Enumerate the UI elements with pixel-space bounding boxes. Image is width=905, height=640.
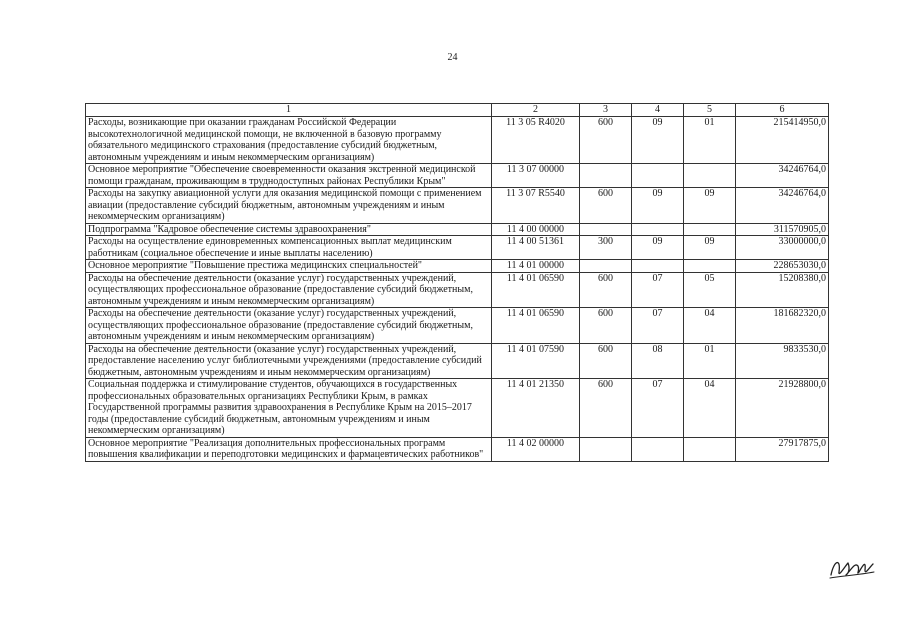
- row-description: Подпрограмма "Кадровое обеспечение системы здравоохранения": [86, 223, 492, 236]
- budget-table: [85, 103, 829, 462]
- row-description: Расходы, возникающие при оказании гражданам Российской Федерации высокотехнологичной медицинской помощи, не включенной в базовую программу обязательного медицинского страхования (предоставление субсидий бюджетным, автономным учреждениям и иным некоммерческим организациям): [86, 117, 492, 164]
- row-column-3: 600: [580, 343, 632, 379]
- table-row: [86, 437, 829, 461]
- row-code: 11 4 02 00000: [492, 437, 580, 461]
- column-header-3: 3: [580, 104, 632, 117]
- column-header-5: 5: [684, 104, 736, 117]
- row-code: 11 4 01 21350: [492, 379, 580, 438]
- row-column-3: 600: [580, 308, 632, 344]
- header-row: [86, 104, 829, 117]
- row-column-5: [684, 223, 736, 236]
- row-column-4: [632, 223, 684, 236]
- row-column-5: [684, 164, 736, 188]
- row-column-5: 01: [684, 117, 736, 164]
- row-column-3: [580, 223, 632, 236]
- page-number: 24: [447, 52, 458, 63]
- row-description: Основное мероприятие "Реализация дополнительных профессиональных программ повышения квалификации и переподготовки медицинских и фармацевтических работников": [86, 437, 492, 461]
- table-row: [86, 223, 829, 236]
- row-column-3: [580, 437, 632, 461]
- row-column-3: 600: [580, 117, 632, 164]
- table-row: [86, 236, 829, 260]
- row-amount: 27917875,0: [736, 437, 829, 461]
- handwritten-signature: [828, 548, 876, 580]
- table-body: [86, 117, 829, 462]
- table-row: [86, 188, 829, 224]
- row-code: 11 4 01 06590: [492, 308, 580, 344]
- row-amount: 34246764,0: [736, 188, 829, 224]
- row-code: 11 3 07 00000: [492, 164, 580, 188]
- row-column-5: 09: [684, 236, 736, 260]
- row-column-5: [684, 260, 736, 273]
- row-column-3: 300: [580, 236, 632, 260]
- row-description: Социальная поддержка и стимулирование студентов, обучающихся в государственных профессиональных образовательных организациях Республики Крым, в рамках Государственной программы развития здравоохранения в Республике Крым на 2015–2017 годы (предоставление субсидий бюджетным, автономным учреждениям и иным некоммерческим организациям): [86, 379, 492, 438]
- row-amount: 311570905,0: [736, 223, 829, 236]
- row-description: Основное мероприятие "Обеспечение своевременности оказания экстренной медицинской помощи гражданам, проживающим в труднодоступных районах Республики Крым": [86, 164, 492, 188]
- row-column-4: 07: [632, 272, 684, 308]
- table-row: [86, 343, 829, 379]
- row-description: Расходы на обеспечение деятельности (оказание услуг) государственных учреждений, предоставление населению услуг библиотечными учреждениями (предоставление субсидий бюджетным, автономным учреждениям и иным некоммерческим организациям): [86, 343, 492, 379]
- row-column-4: 09: [632, 188, 684, 224]
- row-amount: 215414950,0: [736, 117, 829, 164]
- row-code: 11 3 07 R5540: [492, 188, 580, 224]
- row-column-3: [580, 164, 632, 188]
- column-header-2: 2: [492, 104, 580, 117]
- row-column-5: 05: [684, 272, 736, 308]
- row-column-4: [632, 260, 684, 273]
- row-code: 11 3 05 R4020: [492, 117, 580, 164]
- row-description: Основное мероприятие "Повышение престижа медицинских специальностей": [86, 260, 492, 273]
- column-header-6: 6: [736, 104, 829, 117]
- row-amount: 21928800,0: [736, 379, 829, 438]
- row-amount: 181682320,0: [736, 308, 829, 344]
- table-row: [86, 308, 829, 344]
- row-column-3: [580, 260, 632, 273]
- row-column-3: 600: [580, 272, 632, 308]
- row-column-4: 07: [632, 308, 684, 344]
- row-code: 11 4 00 51361: [492, 236, 580, 260]
- row-code: 11 4 01 07590: [492, 343, 580, 379]
- row-code: 11 4 00 00000: [492, 223, 580, 236]
- row-amount: 9833530,0: [736, 343, 829, 379]
- row-column-5: 01: [684, 343, 736, 379]
- row-column-5: 04: [684, 379, 736, 438]
- row-amount: 15208380,0: [736, 272, 829, 308]
- row-code: 11 4 01 00000: [492, 260, 580, 273]
- row-description: Расходы на обеспечение деятельности (оказание услуг) государственных учреждений, осуществляющих профессиональное образование (предоставление субсидий бюджетным, автономным учреждениям и иным некоммерческим организациям): [86, 308, 492, 344]
- column-header-1: 1: [86, 104, 492, 117]
- row-column-4: [632, 437, 684, 461]
- row-column-5: 04: [684, 308, 736, 344]
- row-column-4: 08: [632, 343, 684, 379]
- row-description: Расходы на обеспечение деятельности (оказание услуг) государственных учреждений, осуществляющих профессиональное образование (предоставление субсидий бюджетным, автономным учреждениям и иным некоммерческим организациям): [86, 272, 492, 308]
- table-row: [86, 379, 829, 438]
- row-column-4: 07: [632, 379, 684, 438]
- table-row: [86, 260, 829, 273]
- row-amount: 228653030,0: [736, 260, 829, 273]
- row-description: Расходы на осуществление единовременных компенсационных выплат медицинским работникам (социальное обеспечение и иные выплаты населению): [86, 236, 492, 260]
- table-row: [86, 164, 829, 188]
- table-row: [86, 117, 829, 164]
- table-row: [86, 272, 829, 308]
- row-column-4: 09: [632, 236, 684, 260]
- row-amount: 34246764,0: [736, 164, 829, 188]
- row-description: Расходы на закупку авиационной услуги для оказания медицинской помощи с применением авиации (предоставление субсидий бюджетным, автономным учреждениям и иным некоммерческим организациям): [86, 188, 492, 224]
- row-column-3: 600: [580, 188, 632, 224]
- row-column-4: [632, 164, 684, 188]
- row-code: 11 4 01 06590: [492, 272, 580, 308]
- row-column-3: 600: [580, 379, 632, 438]
- row-amount: 33000000,0: [736, 236, 829, 260]
- column-header-4: 4: [632, 104, 684, 117]
- row-column-5: [684, 437, 736, 461]
- row-column-4: 09: [632, 117, 684, 164]
- row-column-5: 09: [684, 188, 736, 224]
